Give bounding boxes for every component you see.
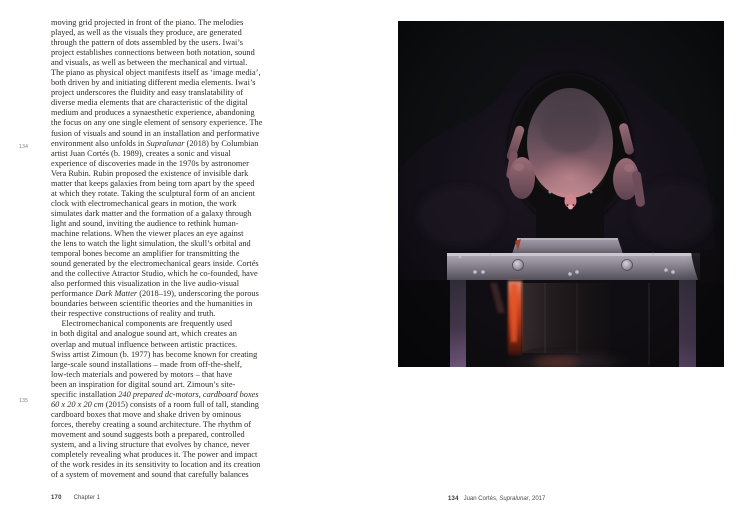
body-line: the focus on any one single element of sensory experience. The (51, 118, 263, 128)
body-line: at which they rotate. Taking the sculptural form of an ancient (51, 188, 255, 198)
body-line: played, as well as the visuals they produce, are generated (51, 28, 242, 38)
body-line: and the collective Atractor Studio, which he co-founded, have (51, 269, 258, 279)
body-line: The piano as physical object manifests itself as ‘image media’, (51, 68, 261, 78)
body-line: and visuals, as well as between the mechanical and virtual. (51, 58, 248, 68)
body-line: the lens to watch the light simulation, the skull’s orbital and (51, 239, 251, 249)
page-number: 170 (51, 495, 62, 501)
body-line: large-scale sound installations – made from off-the-shelf, (51, 359, 242, 369)
body-line: overlap and mutual influence between artistic practices. (51, 339, 238, 349)
body-line: system, and a living structure that evolves by chance, never (51, 439, 250, 449)
body-line: experience of discoveries made in the 1970s by astronomer (51, 158, 249, 168)
figure-reference-number: 134 (19, 144, 29, 150)
body-line: medium and produces a synaesthetic experience, abandoning (51, 108, 255, 118)
figure-reference-number: 135 (19, 398, 29, 404)
body-line: forces, thereby creating a sound architecture. The rhythm of (51, 419, 252, 429)
body-line: of the work resides in its sensitivity to location and its creation (51, 460, 261, 470)
photo-caption (448, 496, 545, 502)
artwork-photo-illustration (398, 21, 724, 367)
body-line: performance Dark Matter (2018–19), underscoring the porous (51, 289, 259, 299)
body-line: clock with electromechanical gears in motion, the work (51, 198, 237, 208)
body-line: fusion of visuals and sound in an installation and performative (51, 128, 260, 138)
artwork-photo (398, 21, 724, 367)
body-line: cardboard boxes that move and shake driven by ominous (51, 409, 241, 419)
body-line: matter that keeps galaxies from being torn apart by the speed (51, 178, 255, 188)
body-line: simulates dark matter and the formation of a galaxy through (51, 208, 252, 218)
body-line: through the pattern of dots assembled by the users. Iwai’s (51, 38, 243, 48)
body-line: light and sound, inviting the audience to rethink human- (51, 218, 239, 228)
body-line: low-tech materials and powered by motors – that have (51, 369, 233, 379)
body-line: been an inspiration for digital sound art. Zimoun’s site- (51, 379, 236, 389)
body-line: boundaries between scientific theories and the humanities in (51, 299, 253, 309)
body-line: 60 x 20 x 20 cm (2015) consists of a room full of tall, standing (51, 399, 259, 409)
page-footer-left (51, 495, 100, 501)
caption-title: Supralunar (499, 496, 529, 502)
body-line: artist Juan Cortés (b. 1989), creates a sonic and visual (51, 148, 231, 158)
body-line: their respective constructions of reality and truth. (51, 309, 216, 319)
caption-year: , 2017 (528, 496, 546, 502)
body-line: in both digital and analogue sound art, which creates an (51, 329, 237, 339)
body-line: project establishes connections between both notation, sound (51, 48, 255, 58)
body-line: Swiss artist Zimoun (b. 1977) has become known for creating (51, 349, 258, 359)
body-line: both driven by and initiating different media elements. Iwai’s (51, 78, 256, 88)
body-line: movement and sound suggests both a prepared, controlled (51, 429, 245, 439)
body-line: Electromechanical components are frequently used (51, 319, 232, 329)
body-line: of a system of movement and sound that carefully balances (51, 470, 249, 480)
body-line: Vera Rubin. Rubin proposed the existence of invisible dark (51, 168, 249, 178)
body-line: machine relations. When the viewer places an eye against (51, 228, 244, 238)
body-line: specific installation 240 prepared dc-motors, cardboard boxes (51, 389, 259, 399)
body-text-column (51, 18, 323, 480)
caption-artist: Juan Cortés, (463, 496, 500, 502)
body-line: sound generated by the electromechanical gears inside. Cortés (51, 259, 259, 269)
body-line: moving grid projected in front of the piano. The melodies (51, 18, 244, 27)
body-line: environment also unfolds in Supralunar (2018) by Columbian (51, 138, 259, 148)
caption-figure-number: 134 (448, 496, 459, 502)
chapter-label: Chapter 1 (73, 495, 100, 501)
body-line: diverse media elements that are characteristic of the digital (51, 98, 248, 108)
body-line: project underscores the fluidity and easy translatability of (51, 88, 244, 98)
body-line: also performed this visualization in the live audio-visual (51, 279, 240, 289)
body-line: completely revealing what produces it. The power and impact (51, 450, 258, 460)
body-line: temporal bones become an amplifier for transmitting the (51, 249, 240, 259)
